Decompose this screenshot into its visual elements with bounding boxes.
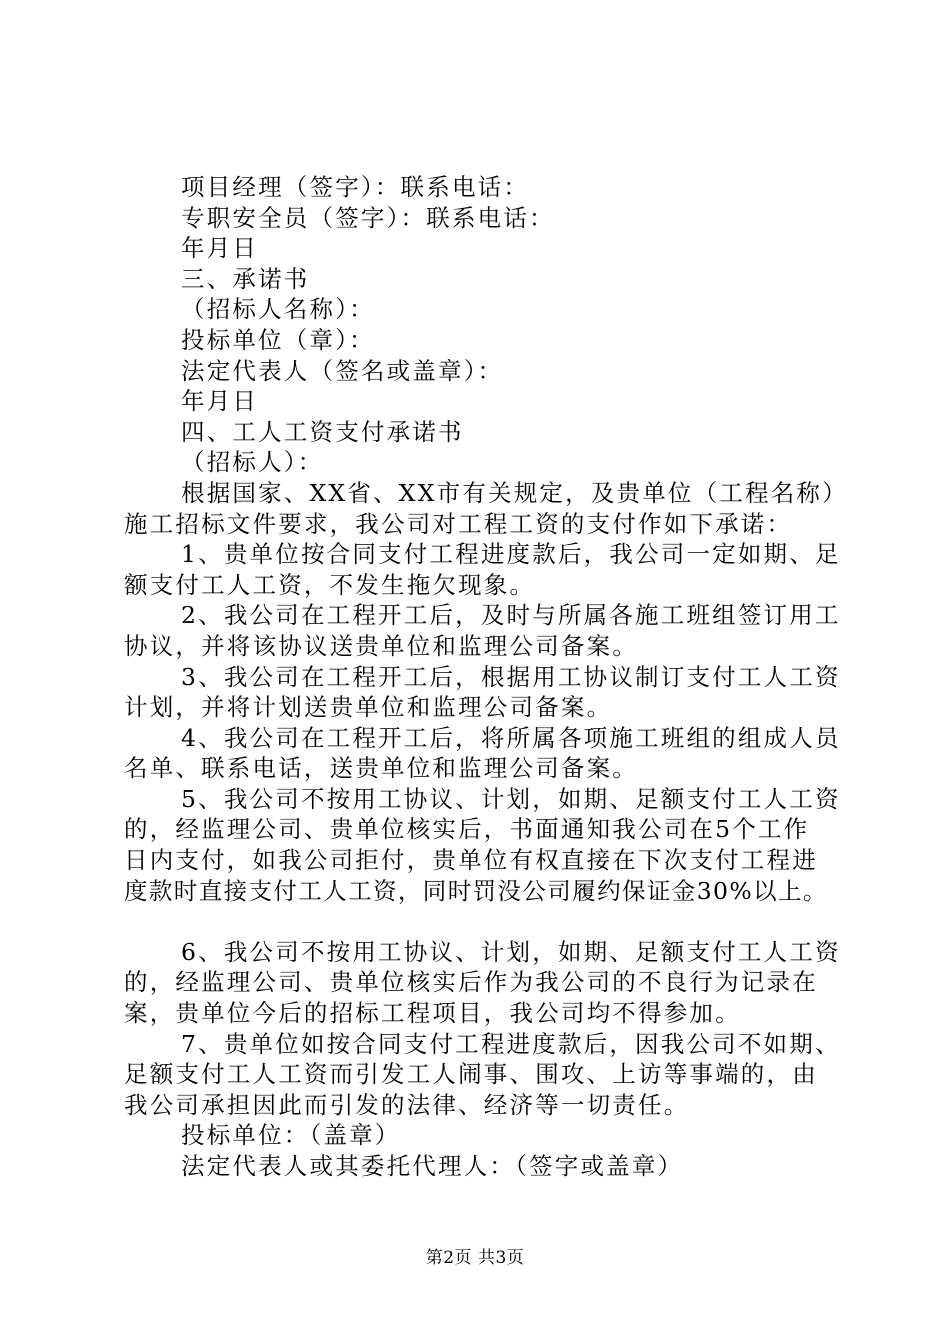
- paragraph-2-line1: 2、我公司在工程开工后，及时与所属各施工班组签订用工: [181, 601, 841, 630]
- paragraph-3-line1: 3、我公司在工程开工后，根据用工协议制订支付工人工资: [181, 662, 841, 691]
- paragraph-1-line1: 1、贵单位按合同支付工程进度款后，我公司一定如期、足: [181, 540, 841, 569]
- paragraph-5-line3: 日内支付，如我公司拒付，贵单位有权直接在下次支付工程进: [124, 846, 818, 875]
- paragraph-5-line4: 度款时直接支付工人工资，同时罚没公司履约保证金30%以上。: [124, 876, 828, 905]
- section-four-heading: 四、工人工资支付承诺书: [181, 417, 464, 446]
- bidder-signature-line: 投标单位：（盖章）: [181, 1121, 401, 1150]
- paragraph-3-line2: 计划，并将计划送贵单位和监理公司备案。: [124, 693, 613, 722]
- paragraph-4-line2: 名单、联系电话，送贵单位和监理公司备案。: [124, 754, 638, 783]
- paragraph-2-line2: 协议，并将该协议送贵单位和监理公司备案。: [124, 631, 638, 660]
- safety-officer-line: 专职安全员（签字）：联系电话：: [181, 203, 555, 232]
- project-manager-line: 项目经理（签字）：联系电话：: [181, 173, 530, 201]
- paragraph-1-line2: 额支付工人工资，不发生拖欠现象。: [124, 570, 536, 599]
- paragraph-7-line1: 7、贵单位如按合同支付工程进度款后，因我公司不如期、: [181, 1029, 841, 1058]
- date-line-2: 年月日: [181, 387, 259, 416]
- paragraph-6-line3: 案，贵单位今后的招标工程项目，我公司均不得参加。: [124, 999, 741, 1028]
- paragraph-intro-line1: 根据国家、XX省、XX市有关规定，及贵单位（工程名称）: [181, 478, 848, 507]
- tenderer-name-line: （招标人名称）：: [181, 295, 375, 324]
- paragraph-4-line1: 4、我公司在工程开工后，将所属各项施工班组的组成人员: [181, 723, 841, 752]
- paragraph-6-line2: 的，经监理公司、贵单位核实后作为我公司的不良行为记录在: [124, 968, 818, 997]
- tenderer-line: （招标人）：: [181, 448, 324, 477]
- paragraph-5-line2: 的，经监理公司、贵单位核实后，书面通知我公司在5个工作: [124, 815, 810, 844]
- paragraph-7-line3: 我公司承担因此而引发的法律、经济等一切责任。: [124, 1090, 690, 1119]
- document-body: [124, 172, 848, 1182]
- date-line: 年月日: [181, 234, 259, 263]
- paragraph-5-line1: 5、我公司不按用工协议、计划，如期、足额支付工人工资: [181, 784, 841, 813]
- bidder-seal-line: 投标单位（章）：: [181, 325, 375, 354]
- paragraph-7-line2: 足额支付工人工资而引发工人闹事、围攻、上访等事端的，由: [124, 1060, 818, 1089]
- legal-rep-line: 法定代表人（签名或盖章）：: [181, 356, 504, 385]
- section-three-heading: 三、承诺书: [181, 264, 310, 293]
- blank-line: [124, 906, 840, 937]
- legal-rep-signature-line: 法定代表人或其委托代理人：（签字或盖章）: [181, 1152, 684, 1180]
- page-footer: 第2页 共3页: [425, 1248, 525, 1268]
- paragraph-intro-line2: 施工招标文件要求，我公司对工程工资的支付作如下承诺：: [124, 509, 793, 538]
- paragraph-6-line1: 6、我公司不按用工协议、计划，如期、足额支付工人工资: [181, 937, 841, 966]
